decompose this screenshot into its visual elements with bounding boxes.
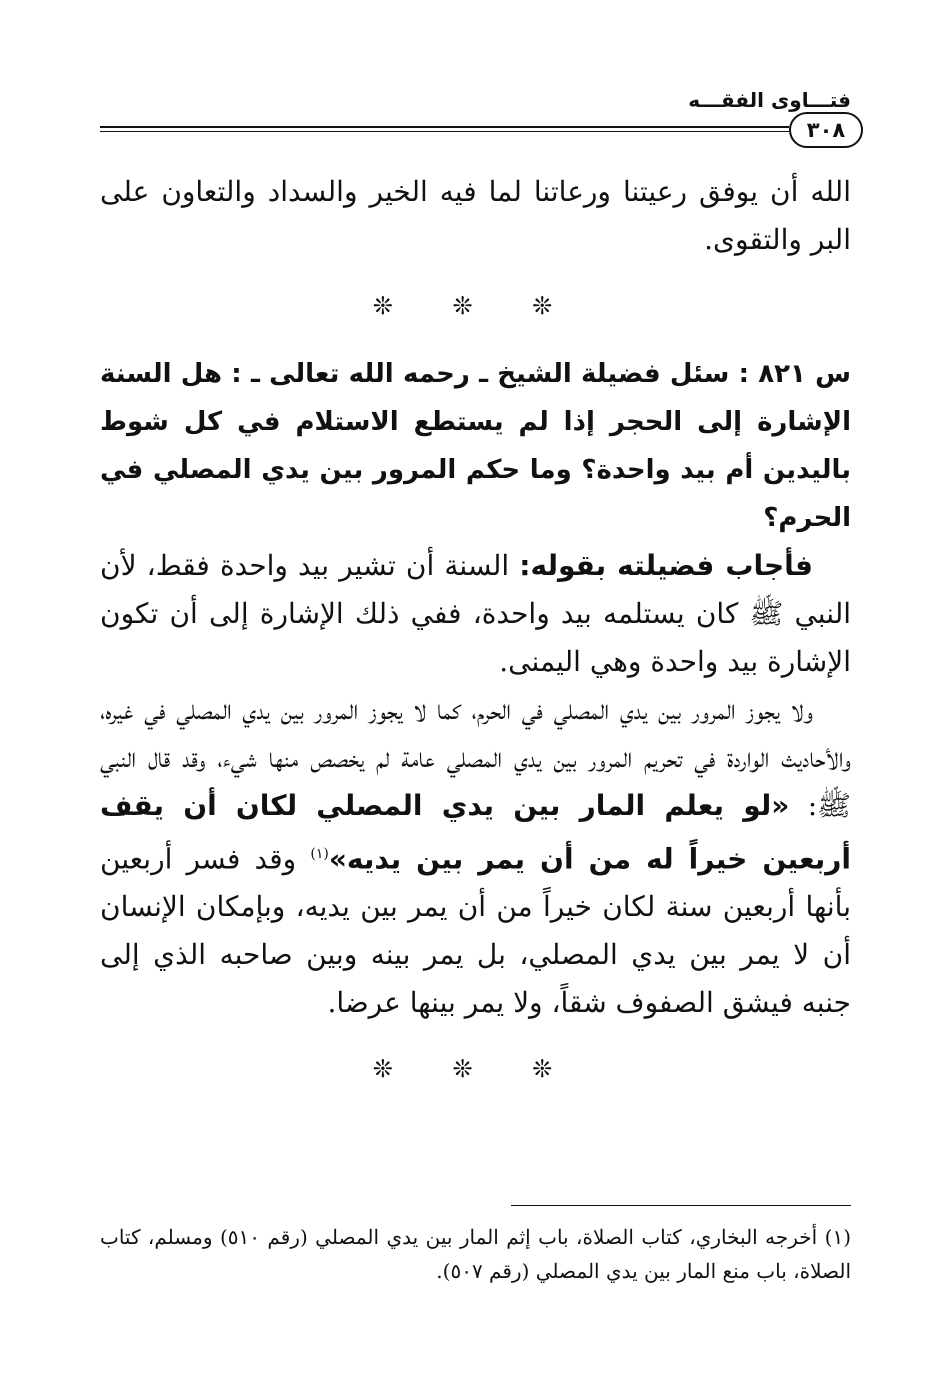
footnote-marker: (١)	[310, 846, 329, 862]
answer-text-1: السنة أن تشير بيد واحدة فقط، لأن النبي ﷺ كان يستلمه بيد واحدة، ففي ذلك الإشارة إلى أن تكون الإشارة بيد واحدة وهي اليمنى.	[100, 549, 852, 678]
hadith-quote: «لو يعلم المار بين يدي المصلي لكان أن يقف أربعين خيراً له من أن يمر بين يديه»	[100, 789, 852, 876]
answer-lead: فأجاب فضيلته بقوله:	[519, 549, 813, 582]
page-header	[100, 80, 851, 150]
question-paragraph: س ٨٢١ : سئل فضيلة الشيخ ـ رحمه الله تعالى ـ : هل السنة الإشارة إلى الحجر إذا لم يستطع الاستلام في كل شوط باليدين أم بيد واحدة؟ وما حكم المرور بين يدي المصلي في الحرم؟	[100, 359, 851, 533]
answer-paragraph-1	[100, 542, 851, 686]
section-separator-2: ❊ ❊ ❊	[372, 1055, 579, 1084]
intro-paragraph: الله أن يوفق رعيتنا ورعاتنا لما فيه الخير والسداد والتعاون على البر والتقوى.	[100, 175, 851, 256]
page-number: ٣٠٨	[789, 112, 863, 148]
section-separator: ❊ ❊ ❊	[372, 292, 579, 320]
header-rule	[100, 126, 789, 132]
answer-text-2-end: وقد فسر أربعين بأنها أربعين سنة لكان خيراً من أن يمر بين يديه، وبإمكان الإنسان أن لا يمر بين يدي المصلي، بل يمر بينه وبين صاحبه الذي إلى جنبه فيشق الصفوف شقاً، ولا يمر بينها عرضا.	[100, 842, 851, 1020]
answer-text-2-start: ولا يجوز المرور بين يدي المصلي في الحرم، كما لا يجوز المرور بين يدي المصلي في غيره، والأحاديث الواردة في تحريم المرور بين يدي المصلي عامة لم يخصص منها شيء، وقد قال النبي ﷺ:	[100, 693, 851, 822]
running-title: فتـــاوى الفقـــه	[688, 88, 851, 112]
book-page	[100, 80, 851, 1394]
footnote-1: (١) أخرجه البخاري، كتاب الصلاة، باب إثم المار بين يدي المصلي (رقم ٥١٠) ومسلم، كتاب الصلاة، باب منع المار بين يدي المصلي (رقم ٥٠٧).	[100, 1225, 851, 1283]
answer-paragraph-2	[100, 686, 851, 1027]
